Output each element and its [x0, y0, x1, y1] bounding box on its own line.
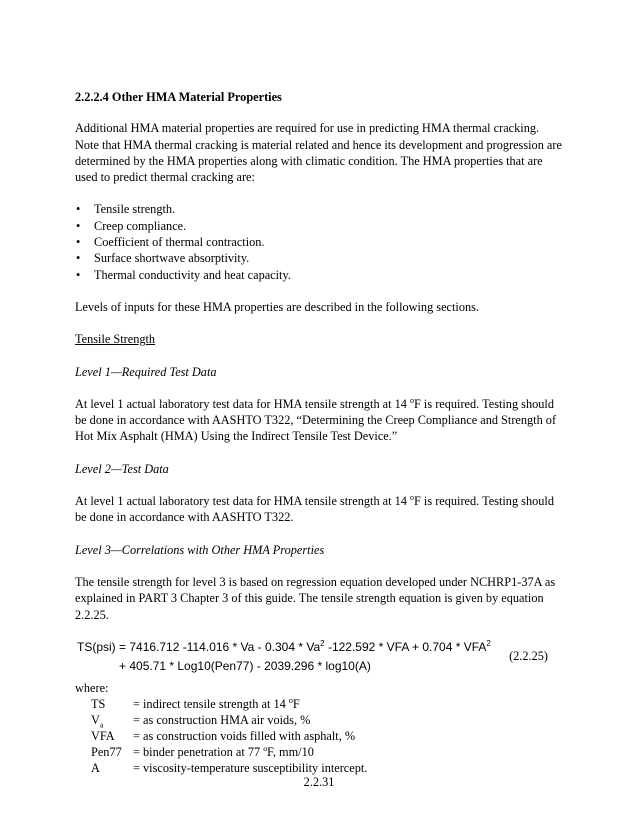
equation-superscript: 2	[320, 638, 325, 648]
equation-part: TS(psi) = 7416.712 -114.016 * Va - 0.304 * Va	[77, 639, 321, 654]
level1-title: Level 1—Required Test Data	[75, 364, 217, 379]
symbol-main: V	[91, 713, 100, 728]
definition-row	[75, 696, 565, 712]
definition-row	[75, 728, 565, 744]
equation-line-2: + 405.71 * Log10(Pen77) - 2039.296 * log10(A)	[119, 658, 371, 673]
equation-number: (2.2.25)	[509, 648, 548, 663]
definition-row	[75, 744, 565, 760]
list-item: • Surface shortwave absorptivity.	[75, 250, 565, 266]
equation-superscript: 2	[486, 638, 491, 648]
definition-text: = as construction voids filled with asphalt, %	[133, 729, 356, 744]
degree-superscript: o	[288, 696, 293, 706]
equation-line-1	[77, 639, 491, 655]
definition-symbol: A	[91, 761, 100, 776]
subsection-title: Tensile Strength	[75, 332, 156, 347]
where-label: where:	[75, 680, 109, 695]
level2-title: Level 2—Test Data	[75, 461, 169, 476]
intro-paragraph: Additional HMA material properties are required for use in predicting HMA thermal cracking. Note that HMA thermal cracking is material related and hence its development and progression are determined by the HMA properties along with climatic condition. The HMA properties that are used to predict thermal cracking are:	[75, 121, 562, 185]
definition-part: F	[292, 697, 300, 712]
definition-text: = binder penetration at 77 ºF, mm/10	[133, 745, 314, 760]
equation-part: -122.592 * VFA + 0.704 * VFA	[324, 639, 487, 654]
definition-symbol: TS	[91, 697, 106, 712]
level3-title: Level 3—Correlations with Other HMA Properties	[75, 542, 325, 557]
level1-paragraph	[75, 396, 565, 445]
page-number: 2.2.31	[303, 775, 335, 789]
level1-text-a: At level 1 actual laboratory test data for HMA tensile strength at 14	[75, 396, 410, 411]
list-item: • Tensile strength.	[75, 201, 565, 217]
tensile-strength-equation	[75, 639, 565, 675]
list-item: • Coefficient of thermal contraction.	[75, 234, 565, 250]
levels-paragraph: Levels of inputs for these HMA properties are described in the following sections.	[75, 299, 479, 314]
degree-superscript: o	[410, 492, 414, 502]
level2-text-b: F is required. Testing should be done in accordance with AASHTO T322.	[75, 494, 554, 525]
degree-superscript: o	[410, 395, 414, 405]
level2-paragraph	[75, 493, 565, 526]
property-list	[75, 201, 565, 282]
definition-symbol: VFA	[91, 729, 115, 744]
definition-text	[133, 696, 565, 712]
list-item: • Thermal conductivity and heat capacity.	[75, 267, 565, 283]
definition-row	[75, 760, 565, 776]
variable-definitions	[75, 696, 565, 776]
list-item: • Creep compliance.	[75, 218, 565, 234]
definition-symbol	[75, 712, 133, 728]
level3-paragraph: The tensile strength for level 3 is based on regression equation developed under NCHRP1-37A as explained in PART 3 Chapter 3 of this guide. The tensile strength equation is given by equation 2.2.25.	[75, 574, 556, 622]
section-heading: 2.2.2.4 Other HMA Material Properties	[75, 90, 282, 104]
definition-symbol: Pen77	[91, 745, 122, 760]
level2-text-a: At level 1 actual laboratory test data for HMA tensile strength at 14	[75, 494, 410, 509]
page-content	[75, 89, 565, 776]
level1-text-b: F is required. Testing should be done in accordance with AASHTO T322, “Determining the Creep Compliance and Strength of Hot Mix Asphalt (HMA) Using the Indirect Tensile Test Device.”	[75, 396, 557, 444]
symbol-subscript: a	[99, 720, 104, 730]
definition-part: = indirect tensile strength at 14	[133, 697, 289, 712]
definition-row	[75, 712, 565, 728]
definition-text: = as construction HMA air voids, %	[133, 713, 311, 728]
definition-text: = viscosity-temperature susceptibility intercept.	[133, 761, 368, 776]
